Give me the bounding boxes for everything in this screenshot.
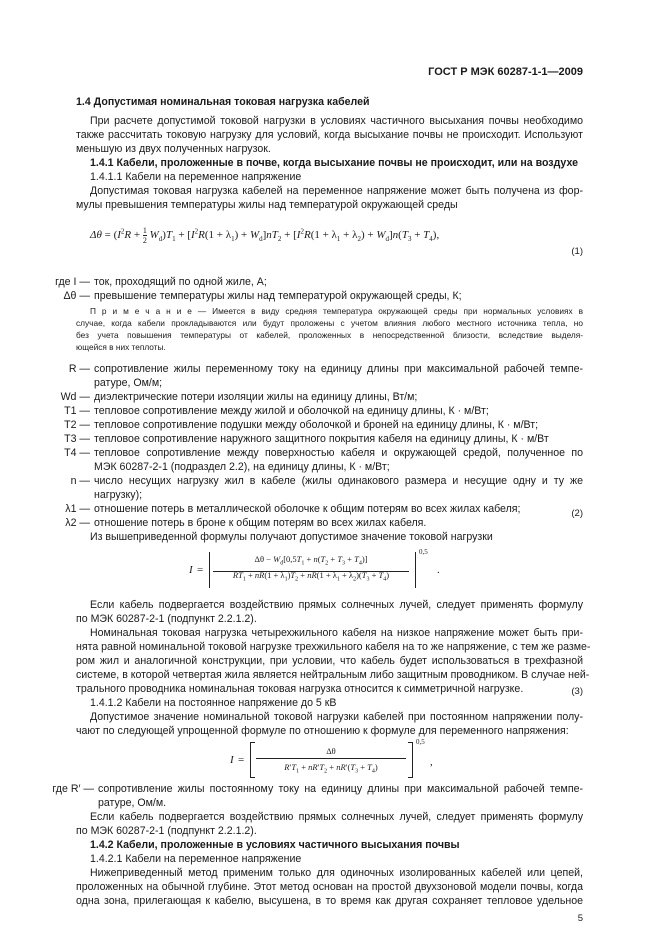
paragraph-8-line-3: одна зона, прилегающая к кабелю, высушена, в то время как другая сохраняет тепловое удельное — [76, 895, 583, 907]
def-term-r: R — — [68, 363, 90, 375]
def-text-t4-1: тепловое сопротивление между поверхностью кабеля и окружающей средой, полученное по — [94, 447, 583, 459]
paragraph-1-line-1: При расчете допустимой токовой нагрузки в условиях частичного высыхания почвы необходимо — [90, 115, 583, 127]
paragraph-5-line-3: ром жил и аналогичной конструкции, при условии, что кабель будет использоваться в трехфазной — [76, 655, 583, 667]
def-text-r-2: ратуре, Ом/м; — [94, 377, 163, 389]
def-term-lambda1: λ1 — — [65, 503, 90, 515]
def-term-t3: T3 — — [64, 433, 90, 445]
def-text-lambda1: отношение потерь в металлической оболочке к общим потерям во всех жилах кабеля; — [94, 503, 521, 515]
where-text-delta: превышение температуры жилы над температурой окружающей среды, К; — [94, 290, 462, 302]
where-term-current: где I — — [55, 276, 90, 288]
paragraph-6-line-2: чают по следующей упрощенной формуле по отношению к формуле для переменного напряжения: — [76, 725, 569, 737]
def-text-t1: тепловое сопротивление между жилой и оболочкой на единицу длины, К · м/Вт; — [94, 405, 489, 417]
section-1-4-1-2-title: 1.4.1.2 Кабели на постоянное напряжение до 5 кВ — [90, 697, 337, 709]
note-line-1: П р и м е ч а н и е — Имеется в виду средняя температура окружающей среды при нормальных условиях в — [90, 306, 583, 316]
page-number: 5 — [577, 913, 583, 924]
paragraph-3: Из вышеприведенной формулы получают допустимое значение токовой нагрузки — [90, 531, 493, 543]
def-term-n: n — — [70, 475, 90, 487]
equation-3-number: (3) — [571, 686, 583, 697]
def-term-wd: Wd — — [60, 391, 90, 403]
section-1-4-title: 1.4 Допустимая номинальная токовая нагрузка кабелей — [76, 96, 370, 108]
equation-2-number: (2) — [571, 508, 583, 519]
paragraph-6-line-1: Допустимое значение номинальной токовой нагрузки кабелей при постоянном напряжении полу- — [90, 711, 583, 723]
paragraph-7-line-2: по МЭК 60287-2-1 (подпункт 2.2.1.2). — [76, 825, 257, 837]
section-1-4-1-1-title: 1.4.1.1 Кабели на переменное напряжение — [90, 171, 302, 183]
def-text-t4-2: МЭК 60287-2-1 (подраздел 2.2), на единицу длины, К · м/Вт; — [94, 461, 390, 473]
note-line-3: без учета повышения температуры от кабелей, проложенных в непосредственной близости, вследствие выделя- — [76, 330, 583, 340]
def-text-n-2: нагрузку); — [94, 489, 143, 501]
def-text-r-1: сопротивление жилы переменному току на единицу длины при максимальной рабочей темпе- — [94, 363, 583, 375]
def-text-t3: тепловое сопротивление наружного защитного покрытия кабеля на единицу длины, К · м/Вт — [94, 433, 549, 445]
def-text-t2: тепловое сопротивление подушки между оболочкой и броней на единицу длины, К · м/Вт; — [94, 419, 539, 431]
paragraph-7-line-1: Если кабель подвергается воздействию прямых солнечных лучей, следует применять формулу — [90, 811, 583, 823]
section-1-4-2-title: 1.4.2 Кабели, проложенные в условиях частичного высыхания почвы — [90, 839, 460, 851]
paragraph-1-line-3: меньшую из двух полученных нагрузок. — [76, 143, 271, 155]
paragraph-1-line-2: также рассчитать токовую нагрузку для условий, когда высыхание почвы не происходит. Используют — [76, 129, 583, 141]
document-header: ГОСТ Р МЭК 60287-1-1—2009 — [428, 66, 583, 78]
paragraph-8-line-2: проложенных на обычной глубине. Этот метод основан на простой двухзоновой модели почвы, когда — [76, 881, 583, 893]
def-term-t2: T2 — — [64, 419, 90, 431]
where-term-r-prime: где R′ — — [52, 783, 94, 795]
paragraph-2-line-2: мулы превышения температуры жилы над температурой окружающей среды — [76, 199, 458, 211]
paragraph-2-line-1: Допустимая токовая нагрузка кабелей на переменное напряжение может быть получена из фор- — [90, 185, 583, 197]
paragraph-5-line-2: нята равной номинальной токовой нагрузке трехжильного кабеля на то же напряжение, с тем же разме- — [76, 641, 591, 653]
note-line-4: ющейся в них теплоты. — [76, 342, 166, 352]
section-1-4-1-title: 1.4.1 Кабели, проложенные в почве, когда высыхание почвы не происходит, или на воздухе — [90, 157, 578, 169]
paragraph-4-line-1: Если кабель подвергается воздействию прямых солнечных лучей, следует применять формулу — [90, 599, 583, 611]
where-text-r-prime-1: сопротивление жилы постоянному току на единицу длины при максимальной рабочей темпе- — [98, 783, 583, 795]
where-term-delta: Δθ — — [63, 290, 90, 302]
def-term-t4: T4 — — [64, 447, 90, 459]
paragraph-5-line-5: трального проводника номинальная токовая нагрузка относится к симметричной нагрузке. — [76, 683, 524, 695]
note-line-2: случае, когда кабели прокладываются или будут проложены с учетом влияния любого местного источника тепла, но — [76, 318, 583, 328]
equation-1: $\Delta\theta = (I^2R$ + $\frac{1}{2}$ $W_d)T_1 + [I^2R(1 + \lambda_1) + W_d]nT_2 + [I^2R(1 + \lambda_1 + \lambda_2) + W_d]n(T_3 + T_4)$, — [90, 226, 440, 245]
section-1-4-2-1-title: 1.4.2.1 Кабели на переменное напряжение — [90, 853, 302, 865]
paragraph-4-line-2: по МЭК 60287-2-1 (подпункт 2.2.1.2). — [76, 613, 257, 625]
equation-1-number: (1) — [571, 246, 583, 257]
where-text-r-prime-2: ратуре, Ом/м. — [98, 797, 167, 809]
paragraph-8-line-1: Нижеприведенный метод применим только для одиночных изолированных кабелей или цепей, — [90, 867, 583, 879]
def-text-n-1: число несущих нагрузку жил в кабеле (жилы одинакового размера и несущие одну и ту же — [94, 475, 583, 487]
paragraph-5-line-4: системе, в которой четвертая жила является нейтральным либо защитным проводником. В случае ней- — [76, 669, 590, 681]
def-text-lambda2: отношение потерь в броне к общим потерям во всех жилах кабеля. — [94, 517, 427, 529]
where-text-current: ток, проходящий по одной жиле, А; — [94, 276, 267, 288]
def-text-wd: диэлектрические потери изоляции жилы на единицу длины, Вт/м; — [94, 391, 418, 403]
def-term-t1: T1 — — [64, 405, 90, 417]
def-term-lambda2: λ2 — — [65, 517, 90, 529]
paragraph-5-line-1: Номинальная токовая нагрузка четырехжильного кабеля на низкое напряжение может быть при- — [90, 627, 583, 639]
